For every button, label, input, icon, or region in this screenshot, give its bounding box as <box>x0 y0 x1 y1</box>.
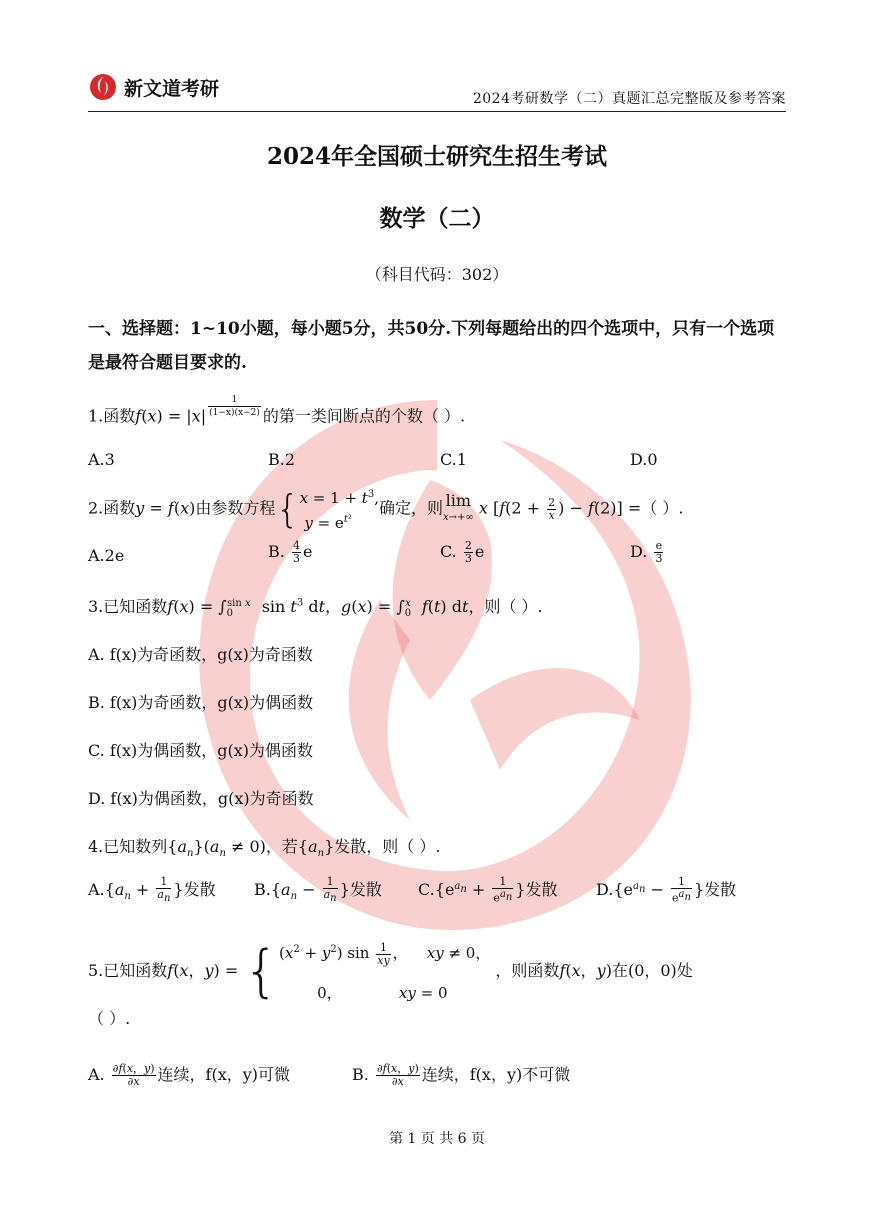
q4-option-d: $D.\{e^{a_n}$ − $\frac{1}{e^{a_n}}$ }发散 <box>596 875 737 905</box>
q4-option-d-label: D. <box>596 879 614 899</box>
q5-option-b-label: B. <box>352 1065 369 1084</box>
page-number: 第 1 页 共 6 页 <box>388 1131 486 1147</box>
q4-option-b-text: 发散 <box>349 880 382 900</box>
q5-stem-mid2: 在(0，0)处 <box>611 961 693 980</box>
phoenix-icon <box>88 72 118 102</box>
brand-logo <box>88 72 219 102</box>
q4-option-c: $C.\{e^{a_n}$ + $\frac{1}{e^{a_n}}$ }发散 <box>418 875 558 905</box>
q4-option-a-label: A. <box>88 880 105 900</box>
q2-option-a: A.2e <box>88 546 125 565</box>
q2-stem-mid: 由参数方程 <box>195 498 276 518</box>
q2-stem-tail: =（ ）. <box>627 498 684 518</box>
question-1: 1.函数f(x) = |x| $^{\frac{1}{(1-x)(x-2)}}$ 的第一类间断点的个数（ ）. <box>88 395 466 426</box>
q4-option-b: $B.\{a_n$ − $\frac{1}{a_n}$ }发散 <box>254 875 382 905</box>
q5-option-a-text: 连续，f(x，y)可微 <box>157 1065 291 1084</box>
header-document-title: 2024考研数学（二）真题汇总完整版及参考答案 <box>472 91 786 107</box>
q4-option-d-text: 发散 <box>704 879 737 899</box>
q1-option-c: C.1 <box>440 450 467 469</box>
q2-stem-mid2: 确定，则 <box>378 498 443 518</box>
subject-code: （科目代码：302） <box>365 265 509 284</box>
q1-option-a: A.3 <box>88 450 115 469</box>
q4-option-a-text: 发散 <box>183 880 216 900</box>
logo-text: 新文道考研 <box>124 77 220 100</box>
q5-stem-mid: ，则函数 <box>495 961 560 980</box>
exam-subtitle: 数学（二） <box>379 205 495 232</box>
header-divider <box>88 111 786 112</box>
question-5: 5.已知函数f(x，$y) = \{(x^2 + y^2)$ sin $\frac{1}{xy}$ ， xy ≠ 0， 0， xy = 0 ，则函数f(x，y)在(0，0)处 <box>88 939 693 1004</box>
exam-title: 2024年全国硕士研究生招生考试 <box>266 143 607 170</box>
q1-stem-tail: 的第一类间断点的个数（ ）. <box>262 406 466 426</box>
q4-option-b-label: B. <box>254 880 271 900</box>
q5-option-b-text: 连续，f(x，y)不可微 <box>421 1065 571 1084</box>
q3-option-c: C. f(x)为偶函数，g(x)为偶函数 <box>88 741 314 760</box>
q2-option-c: C. $\frac{2}{3}$ e <box>440 539 485 565</box>
q5-option-a: A. $\frac{\partial f(x,y)}{\partial x}$ 连续，f(x，y)可微 <box>88 1062 291 1088</box>
q3-option-d: D. f(x)为偶函数，g(x)为奇函数 <box>88 789 314 808</box>
q4-option-c-text: 发散 <box>525 879 558 899</box>
q3-stem-lead: 3.已知函数 <box>88 597 168 616</box>
q5-stem-end: （ ）. <box>88 1009 131 1028</box>
q3-option-b: B. f(x)为奇函数，g(x)为偶函数 <box>88 693 314 712</box>
q1-stem-lead: 1.函数 <box>88 406 136 426</box>
q4-option-a: $A.\{a_n$ + $\frac{1}{a_n}$ }发散 <box>88 875 216 905</box>
q4-option-c-label: C. <box>418 879 435 899</box>
q5-option-a-label: A. <box>88 1065 105 1084</box>
q1-option-d: D.0 <box>630 450 658 469</box>
q3-option-a: A. f(x)为奇函数，g(x)为奇函数 <box>88 645 313 664</box>
q5-stem-lead: 5.已知函数 <box>88 961 168 980</box>
question-2: 2.函数y = f(x)由参数方程{$x = 1 + t^3$, $y = e^{t^2}$确定，则 lim x→+∞ x [f(2 + $\frac{2}{x}$ ) − f(2)] =（ ）. <box>88 487 684 532</box>
q2-option-b-label: B. <box>268 542 285 561</box>
q4-stem-lead: 4.已知数列 <box>88 837 168 856</box>
q3-stem-tail: ，则（ ）. <box>468 597 543 616</box>
q2-option-c-label: C. <box>440 542 457 561</box>
section-heading: 一、选择题：1~10小题，每小题5分，共50分.下列每题给出的四个选项中，只有一个选项是最符合题目要求的. <box>88 319 775 373</box>
question-4: 4.已知数列$\{a_n\}(a_n \ne 0)$，若$\{a_n\}$发散，则（ ）. <box>88 837 441 860</box>
q4-stem-mid: ，若 <box>265 837 298 856</box>
question-3: 3.已知函数$f(x) = \int_0^{sin x}$ $\sin t^3$ dt，$g(x) = \int_0^x$ f(t) dt，则（ ）. <box>88 597 543 620</box>
q2-stem-lead: 2.函数 <box>88 498 136 518</box>
q2-option-d-label: D. <box>630 542 648 561</box>
q4-stem-tail: 发散，则（ ）. <box>334 837 441 856</box>
q2-option-b: B. $\frac{4}{3}$ e <box>268 539 313 565</box>
q2-option-d: D. $\frac{e}{3}$ <box>630 539 663 565</box>
q1-option-b: B.2 <box>268 450 296 469</box>
q5-option-b: B. $\frac{\partial f(x,y)}{\partial x}$ 连续，f(x，y)不可微 <box>352 1062 571 1088</box>
